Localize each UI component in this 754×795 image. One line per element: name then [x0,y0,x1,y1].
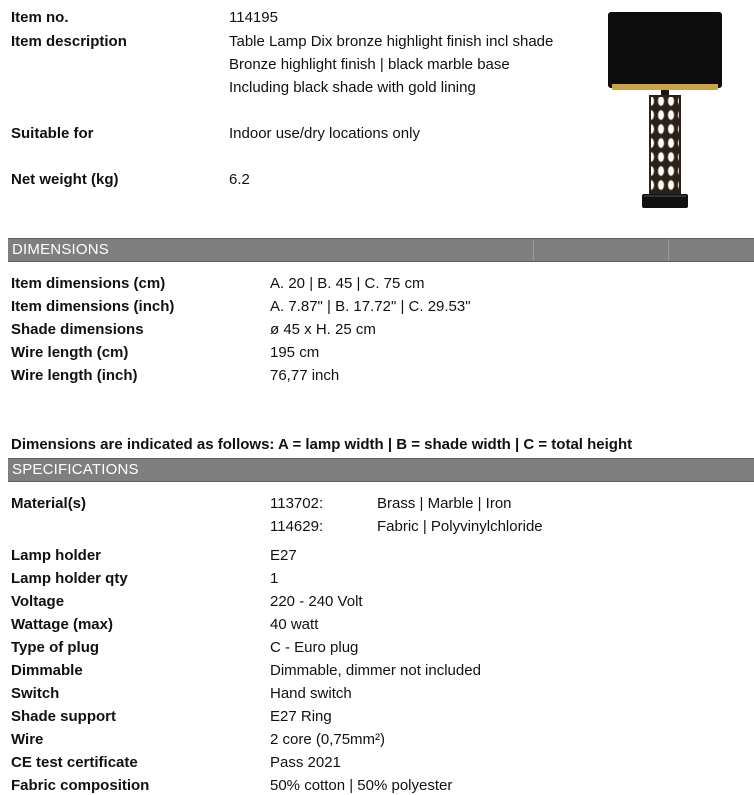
item-no-label: Item no. [11,9,69,26]
material-value: Brass | Marble | Iron [377,495,512,512]
spec-value: 40 watt [270,616,319,633]
spec-value: E27 Ring [270,708,332,725]
product-image [606,10,724,212]
specifications-section-title: SPECIFICATIONS [12,461,139,478]
item-description-line: Bronze highlight finish | black marble base [229,56,510,73]
dimensions-section-title: DIMENSIONS [12,241,110,258]
spec-label: Type of plug [11,639,100,656]
dimension-value: 195 cm [270,344,320,361]
spec-label: Fabric composition [11,777,150,794]
dimensions-note: Dimensions are indicated as follows: A = lamp width | B = shade width | C = total height [11,436,633,453]
spec-label: Switch [11,685,60,702]
spec-value: E27 [270,547,297,564]
spec-label: Lamp holder qty [11,570,128,587]
spec-label: CE test certificate [11,754,138,771]
material-code: 114629: [270,518,324,535]
suitable-for-label: Suitable for [11,125,94,142]
suitable-for-value: Indoor use/dry locations only [229,125,420,142]
spec-label: Wattage (max) [11,616,113,633]
item-description-label: Item description [11,33,127,50]
dimensions-section-header [8,238,754,262]
spec-value: Dimmable, dimmer not included [270,662,481,679]
spec-value: C - Euro plug [270,639,359,656]
dimension-label: Wire length (cm) [11,344,129,361]
item-no-value: 114195 [229,9,278,26]
spec-value: 220 - 240 Volt [270,593,363,610]
column-divider [533,239,534,261]
spec-label: Lamp holder [11,547,102,564]
spec-value: 2 core (0,75mm²) [270,731,386,748]
spec-label: Dimmable [11,662,83,679]
material-code: 113702: [270,495,324,512]
item-description-line: Including black shade with gold lining [229,79,476,96]
net-weight-label: Net weight (kg) [11,171,119,188]
materials-label: Material(s) [11,495,87,512]
spec-value: 50% cotton | 50% polyester [270,777,453,794]
material-value: Fabric | Polyvinylchloride [377,518,543,535]
item-description-line: Table Lamp Dix bronze highlight finish incl shade [229,33,554,50]
net-weight-value: 6.2 [229,171,250,188]
dimension-label: Wire length (inch) [11,367,138,384]
dimension-value: A. 7.87" | B. 17.72" | C. 29.53" [270,298,471,315]
lamp-shade-lining [612,84,718,90]
spec-label: Voltage [11,593,65,610]
spec-label: Shade support [11,708,117,725]
spec-value: Hand switch [270,685,352,702]
spec-value: Pass 2021 [270,754,341,771]
lamp-shade [608,12,722,88]
lamp-body [650,96,680,194]
dimension-label: Shade dimensions [11,321,144,338]
dimension-label: Item dimensions (cm) [11,275,166,292]
column-divider [668,239,669,261]
dimension-value: ø 45 x H. 25 cm [270,321,376,338]
dimension-value: 76,77 inch [270,367,340,384]
specifications-section-header [8,458,754,482]
spec-value: 1 [270,570,279,587]
dimension-label: Item dimensions (inch) [11,298,175,315]
spec-label: Wire [11,731,44,748]
dimension-value: A. 20 | B. 45 | C. 75 cm [270,275,425,292]
